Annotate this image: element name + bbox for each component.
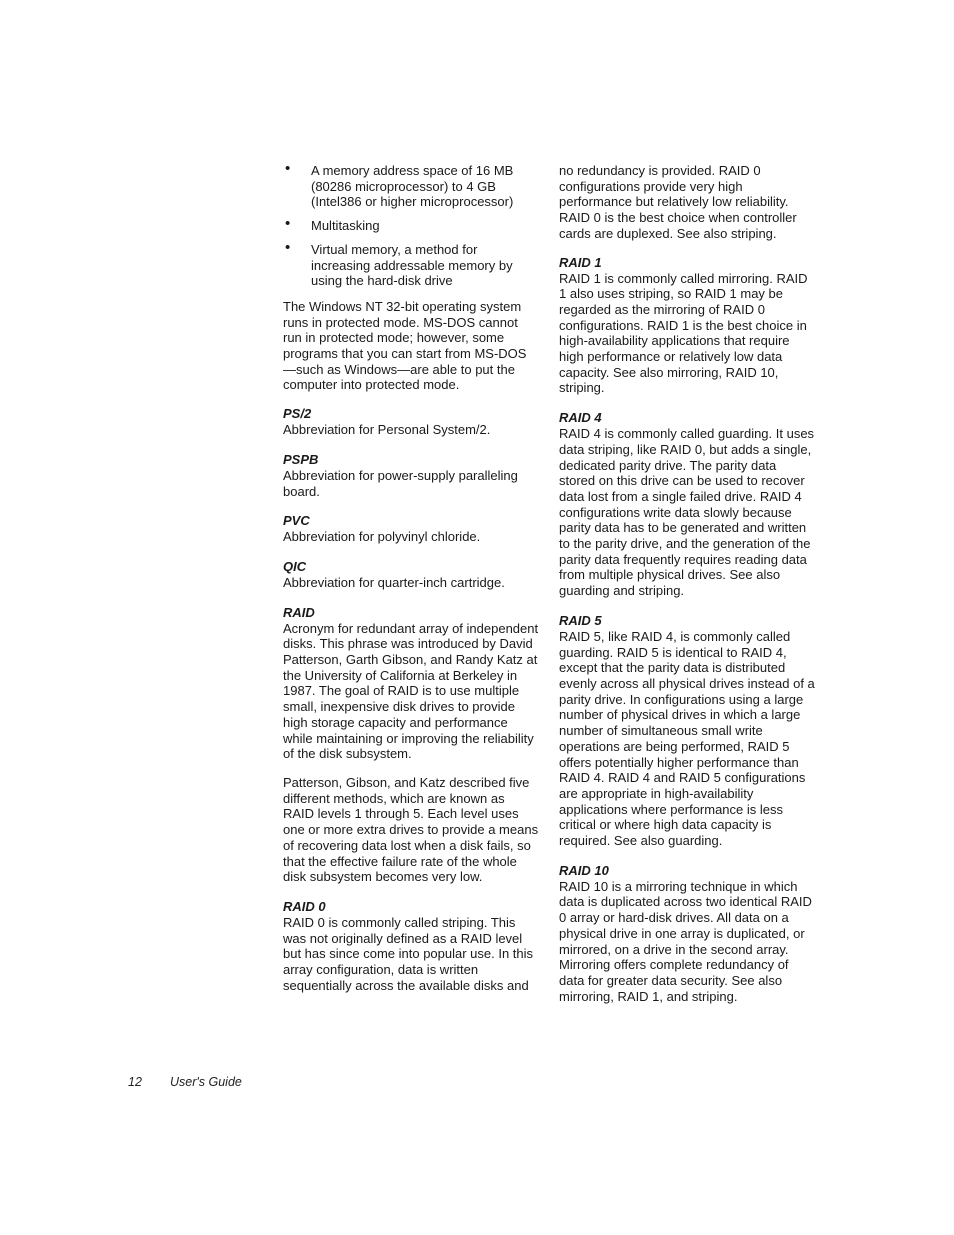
glossary-definition: Abbreviation for Personal System/2.: [283, 422, 491, 438]
bullet-icon: •: [285, 160, 291, 177]
glossary-definition: Patterson, Gibson, and Katz described five different methods, which are known as RAID levels 1 through 5. Each level uses one or more extra drives to provide a means of recovering data lost when a disk fails, so that the effective failure rate of the whole disk subsystem becomes very low.: [283, 774, 539, 885]
glossary-definition: Abbreviation for power-supply paralleling board.: [283, 467, 518, 499]
glossary-term: PSPB: [283, 451, 319, 467]
glossary-entry-raid-0: [283, 899, 539, 994]
glossary-term: RAID 4: [559, 410, 602, 426]
glossary-definition: RAID 1 is commonly called mirroring. RAID 1 also uses striping, so RAID 1 may be regarded as the mirroring of RAID 0 configurations. RAID 1 is the best choice in high-availability applications that require high performance or relatively low data capacity. See also mirroring, RAID 10, striping.: [559, 270, 808, 396]
glossary-term: QIC: [283, 558, 307, 574]
glossary-term: PVC: [283, 513, 310, 529]
right-column: [559, 163, 815, 1018]
glossary-definition: Abbreviation for quarter-inch cartridge.: [283, 574, 505, 590]
glossary-definition: Acronym for redundant array of independent disks. This phrase was introduced by David Patterson, Garth Gibson, and Randy Katz at the University of California at Berkeley in 1987. The goal of RAID is to use multiple small, inexpensive disk drives to provide high storage capacity and performance while maintaining or improving the reliability of the disk subsystem.: [283, 620, 539, 762]
glossary-definition: Abbreviation for polyvinyl chloride.: [283, 529, 481, 545]
glossary-entry-qic: [283, 559, 539, 591]
glossary-definition: RAID 10 is a mirroring technique in which data is duplicated across two identical RAID 0 array or hard-disk drives. All data on a physical drive in one array is duplicated, or mirrored, on a drive in the second array. Mirroring offers complete redundancy of data for greater data security. See also mirroring, RAID 1, and striping.: [559, 878, 812, 1004]
bullet-list: [283, 160, 539, 289]
left-column: [283, 160, 539, 1007]
glossary-entry-ps2: [283, 406, 539, 438]
glossary-entry-pvc: [283, 513, 539, 545]
glossary-term: RAID 10: [559, 862, 609, 878]
glossary-definition: RAID 5, like RAID 4, is commonly called guarding. RAID 5 is identical to RAID 4, except that the parity data is distributed evenly across all physical drives instead of a parity drive. In configurations using a large number of physical drives in which a large number of simultaneous small write operations are being performed, RAID 5 offers potentially higher performance than RAID 4. RAID 4 and RAID 5 configurations are appropriate in high-availability applications where performance is less critical or where high data capacity is required. See also guarding.: [559, 628, 815, 849]
glossary-definition: RAID 0 is commonly called striping. This was not originally defined as a RAID level but has since come into popular use. In this array configuration, data is written sequentially across the available disks and: [283, 914, 534, 993]
bullet-item: • A memory address space of 16 MB (80286 microprocessor) to 4 GB (Intel386 or higher microprocessor): [285, 160, 514, 210]
glossary-entry-raid-10: [559, 863, 815, 1005]
glossary-entry-raid: [283, 605, 539, 885]
glossary-entry-raid-1: [559, 255, 815, 397]
glossary-term: RAID: [283, 604, 315, 620]
bullet-icon: •: [285, 238, 291, 256]
page-footer: [128, 1075, 242, 1089]
glossary-term: RAID 1: [559, 254, 602, 270]
bullet-item: • Multitasking: [285, 215, 380, 234]
intro-paragraph: The Windows NT 32-bit operating system runs in protected mode. MS-DOS cannot run in protected mode; however, some programs that you can start from MS-DOS—such as Windows—are able to put the computer into protected mode.: [283, 298, 527, 393]
glossary-entry-pspb: [283, 452, 539, 499]
glossary-entry-raid-5: [559, 613, 815, 849]
glossary-term: PS/2: [283, 406, 312, 422]
bullet-item: • Virtual memory, a method for increasing addressable memory by using the hard-disk drive: [285, 238, 513, 289]
glossary-term: RAID 0: [283, 898, 326, 914]
glossary-entry-raid-4: [559, 410, 815, 599]
glossary-definition: RAID 4 is commonly called guarding. It uses data striping, like RAID 0, but adds a single, dedicated parity drive. The parity data stored on this drive can be used to recover data lost from a single failed drive. RAID 4 configurations write data slowly because parity data has to be generated and written to the parity drive, and the generation of the parity data frequently requires reading data from multiple physical drives. See also guarding and striping.: [559, 426, 815, 599]
bullet-icon: •: [285, 215, 291, 233]
page-number: 12: [128, 1075, 142, 1089]
book-title: User's Guide: [170, 1075, 242, 1089]
glossary-term: RAID 5: [559, 612, 602, 628]
continued-paragraph: no redundancy is provided. RAID 0 configurations provide very high performance but relatively low reliability. RAID 0 is the best choice when controller cards are duplexed. See also striping.: [559, 163, 797, 241]
